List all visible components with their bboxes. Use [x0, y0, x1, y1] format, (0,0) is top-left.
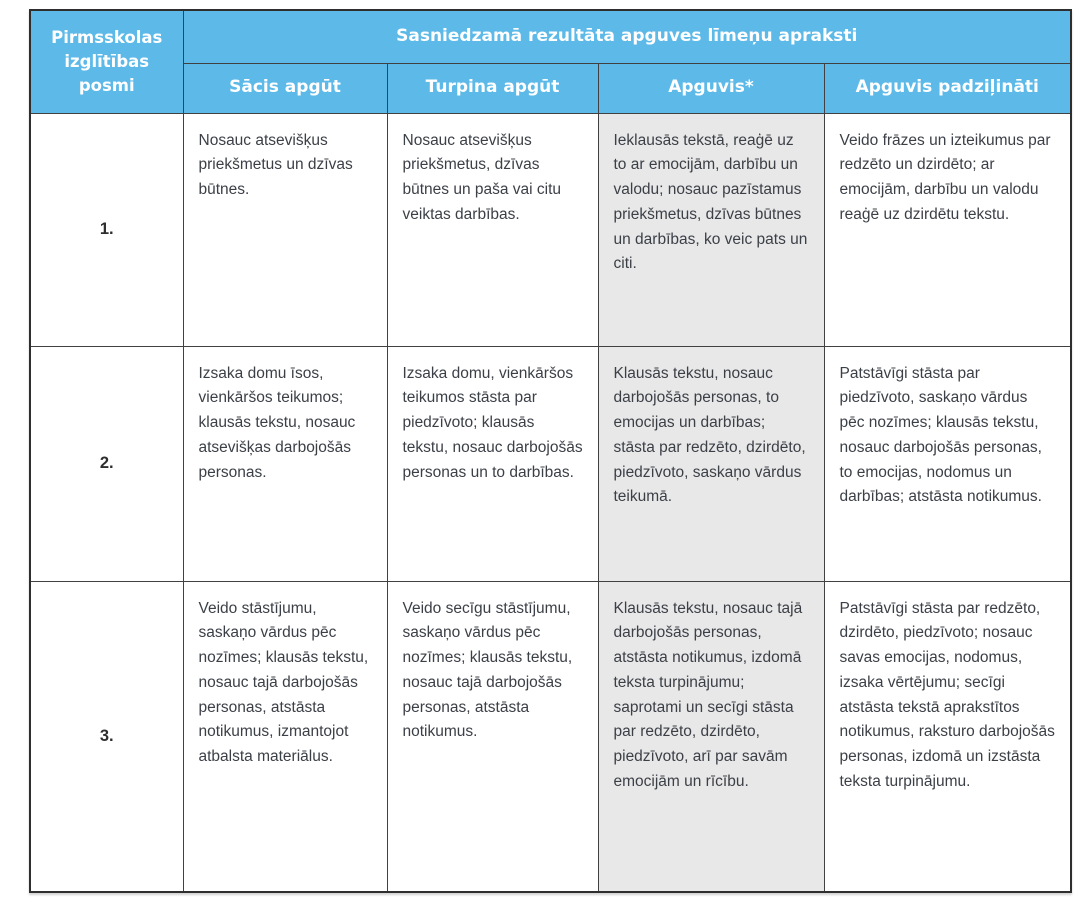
- header-levels-span: Sasniedzamā rezultāta apguves līmeņu apraksti: [183, 10, 1071, 63]
- cell-stage1-apguvis-padzilinati: Veido frāzes un izteikumus par redzēto un dzirdēto; ar emocijām, darbību un valodu reaģē uz dzirdētu tekstu.: [824, 113, 1071, 346]
- cell-stage3-apguvis-padzilinati: Patstāvīgi stāsta par redzēto, dzirdēto, piedzīvoto; nosauc savas emocijas, nodomus, izsaka vērtējumu; secīgi atstāsta tekstā aprakstītos notikumus, raksturo darbojošās personas, izdomā un izstāsta teksta turpinājumu.: [824, 581, 1071, 892]
- cell-stage1-turpina-apgut: Nosauc atsevišķus priekšmetus, dzīvas būtnes un paša vai citu veiktas darbības.: [387, 113, 598, 346]
- header-level-sacis-apgut: Sācis apgūt: [183, 63, 387, 113]
- header-preschool-stages: Pirmsskolas izglītības posmi: [30, 10, 183, 113]
- row-label-stage-2: 2.: [30, 346, 183, 581]
- table-row-stage-2: [30, 346, 1071, 581]
- header-level-turpina-apgut: Turpina apgūt: [387, 63, 598, 113]
- row-label-stage-3: 3.: [30, 581, 183, 892]
- header-level-apguvis-padzilinati: Apguvis padziļināti: [824, 63, 1071, 113]
- header-row-top: [30, 10, 1071, 63]
- cell-stage1-sacis-apgut: Nosauc atsevišķus priekšmetus un dzīvas būtnes.: [183, 113, 387, 346]
- cell-stage2-apguvis-padzilinati: Patstāvīgi stāsta par piedzīvoto, saskaņo vārdus pēc nozīmes; klausās tekstu, nosauc darbojošās personas, to emocijas, nodomus un darbības; atstāsta notikumus.: [824, 346, 1071, 581]
- header-level-apguvis: Apguvis*: [598, 63, 824, 113]
- cell-stage2-sacis-apgut: Izsaka domu īsos, vienkāršos teikumos; klausās tekstu, nosauc atsevišķas darbojošās personas.: [183, 346, 387, 581]
- table-row-stage-1: [30, 113, 1071, 346]
- header-row-levels: [30, 63, 1071, 113]
- cell-stage2-turpina-apgut: Izsaka domu, vienkāršos teikumos stāsta par piedzīvoto; klausās tekstu, nosauc darbojošās personas un to darbības.: [387, 346, 598, 581]
- cell-stage3-apguvis: Klausās tekstu, nosauc tajā darbojošās personas, atstāsta notikumus, izdomā teksta turpinājumu; saprotami un secīgi stāsta par redzēto, dzirdēto, piedzīvoto, arī par savām emocijām un rīcību.: [598, 581, 824, 892]
- cell-stage3-sacis-apgut: Veido stāstījumu, saskaņo vārdus pēc nozīmes; klausās tekstu, nosauc tajā darbojošās personas, atstāsta notikumus, izmantojot atbalsta materiālus.: [183, 581, 387, 892]
- table-row-stage-3: [30, 581, 1071, 892]
- achievement-levels-table: [29, 9, 1072, 893]
- cell-stage2-apguvis: Klausās tekstu, nosauc darbojošās personas, to emocijas un darbības; stāsta par redzēto, dzirdēto, piedzīvoto, saskaņo vārdus teikumā.: [598, 346, 824, 581]
- row-label-stage-1: 1.: [30, 113, 183, 346]
- cell-stage3-turpina-apgut: Veido secīgu stāstījumu, saskaņo vārdus pēc nozīmes; klausās tekstu, nosauc tajā darbojošās personas, atstāsta notikumus.: [387, 581, 598, 892]
- cell-stage1-apguvis: Ieklausās tekstā, reaģē uz to ar emocijām, darbību un valodu; nosauc pazīstamus priekšmetus, dzīvas būtnes un darbības, ko veic pats un citi.: [598, 113, 824, 346]
